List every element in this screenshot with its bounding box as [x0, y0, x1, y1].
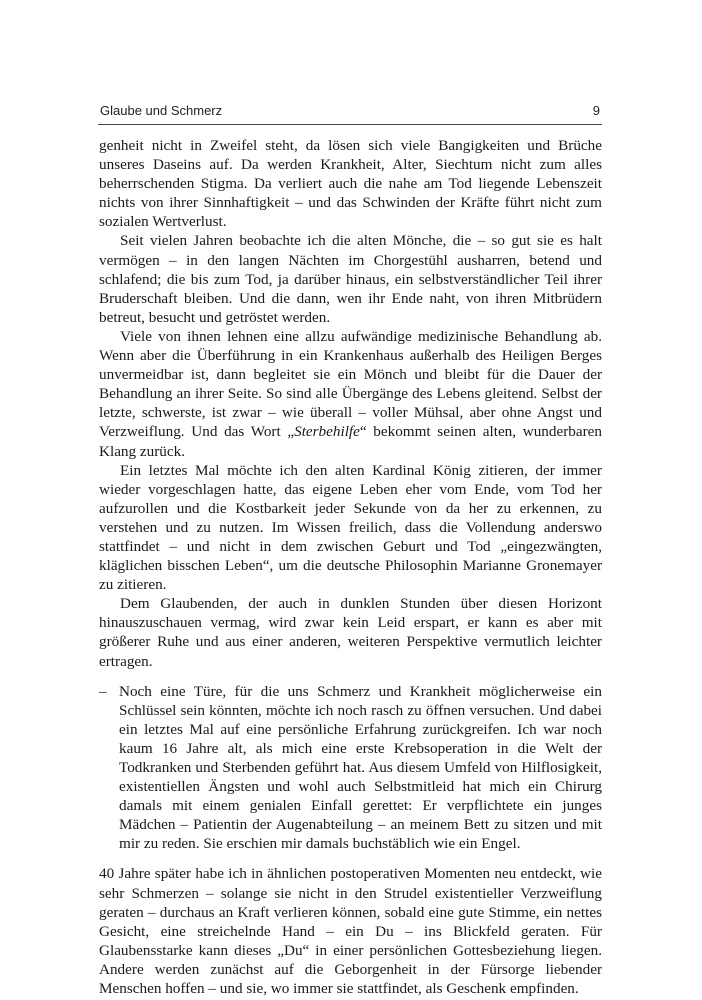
running-header: [98, 101, 600, 121]
paragraph: 40 Jahre später habe ich in ähnlichen postoperativen Momenten neu entdeckt, wie sehr Schmerzen – solange sie nicht in den Strudel existentieller Verzweiflung geraten – durchaus an Kraft verlieren können, sobald eine gute Stimme, ein nettes Gesicht, eine streichelnde Hand – ein Du – ins Blickfeld geraten. Für Glaubensstarke kann dieses „Du“ in einer persönlichen Gottesbeziehung liegen. Andere werden zunächst auf die Geborgenheit in der Fürsorge liebender Menschen hoffen – und sie, wo immer sie stattfindet, als Geschenk empfinden.: [99, 865, 602, 998]
paragraph: [99, 327, 602, 461]
list-item-text: Noch eine Türe, für die uns Schmerz und Krankheit möglicherweise ein Schlüssel sein könnten, möchte ich noch rasch zu öffnen versuchen. Und dabei ein letztes Mal auf eine persönliche Erfahrung zurückgreifen. Ich war noch kaum 16 Jahre alt, als mich eine erste Krebsoperation in die Welt der Todkranken und Sterbenden geführt hat. Aus diesem Umfeld von Hilflosigkeit, existentiellen Ängsten und wohl auch Selbstmitleid hat mich ein Chirurg damals mit einem genialen Einfall gerettet: Er verpflichtete ein junges Mädchen – Patientin der Augenabteilung – an meinem Bett zu sitzen und mit mir zu reden. Sie erschien mir damals buchstäblich wie ein Engel.: [119, 682, 602, 853]
page-number: 9: [592, 103, 600, 118]
emphasized-term: Sterbehilfe: [294, 423, 360, 441]
paragraph: Ein letztes Mal möchte ich den alten Kardinal König zitieren, der immer wieder vorgeschlagen hatte, das eigene Leben eher vom Ende, vom Tod her aufzurollen und die Kostbarkeit jeder Sekunde von da her zu erkennen, zu verstehen und zu nutzen. Im Wissen freilich, dass die Vollendung anderswo stattfindet – und nicht in dem zwischen Geburt und Tod „eingezwängten, kläglichen bisschen Leben“, um die deutsche Philosophin Marianne Gronemayer zu zitieren.: [99, 461, 602, 594]
paragraph-text: Viele von ihnen lehnen eine allzu aufwändige medizinische Behandlung ab. Wenn aber die Überführung in ein Krankenhaus außerhalb des Heiligen Berges unvermeidbar ist, dann begleitet sie ein Mönch und bleibt für die Dauer der Behandlung an ihrer Seite. So sind alle Übergänge des Lebens gleitend. Selbst der letzte, schwerste, ist zwar – wie überall – voller Mühsal, aber ohne Angst und Verzweiflung. Und das Wort „: [99, 327, 602, 441]
header-divider: [98, 124, 602, 125]
body-text: [99, 136, 602, 998]
dash-list-item: [99, 682, 602, 854]
paragraph: genheit nicht in Zweifel steht, da lösen sich viele Bangigkeiten und Brüche unseres Daseins auf. Da werden Krankheit, Alter, Siechtum nicht zum alles beherrschenden Stigma. Da verliert auch die nahe am Tod liegende Lebenszeit nichts von ihrer Sinnhaftigkeit – und das Schwinden der Kräfte führt nicht zum sozialen Wertverlust.: [99, 137, 602, 231]
paragraph-text: “ bekommt seinen alten, wunderbaren Klang zurück.: [99, 423, 603, 460]
paragraph: Seit vielen Jahren beobachte ich die alten Mönche, die – so gut sie es halt vermögen – in den langen Nächten im Chorgestühl ausharren, betend und schlafend; die bis zum Tod, ja darüber hinaus, ein selbstverständlicher Teil ihrer Bruderschaft bleiben. Und die dann, wen ihr Ende naht, von ihren Mitbrüdern betreut, besucht und getröstet werden.: [99, 232, 602, 326]
paragraph: Dem Glaubenden, der auch in dunklen Stunden über diesen Horizont hinauszuschauen vermag, wird zwar kein Leid erspart, er kann es aber mit größerer Ruhe und aus einer anderen, weiteren Perspektive vermutlich leichter ertragen.: [99, 595, 602, 670]
dash-marker: –: [99, 682, 107, 700]
running-title: Glaube und Schmerz: [100, 103, 223, 118]
